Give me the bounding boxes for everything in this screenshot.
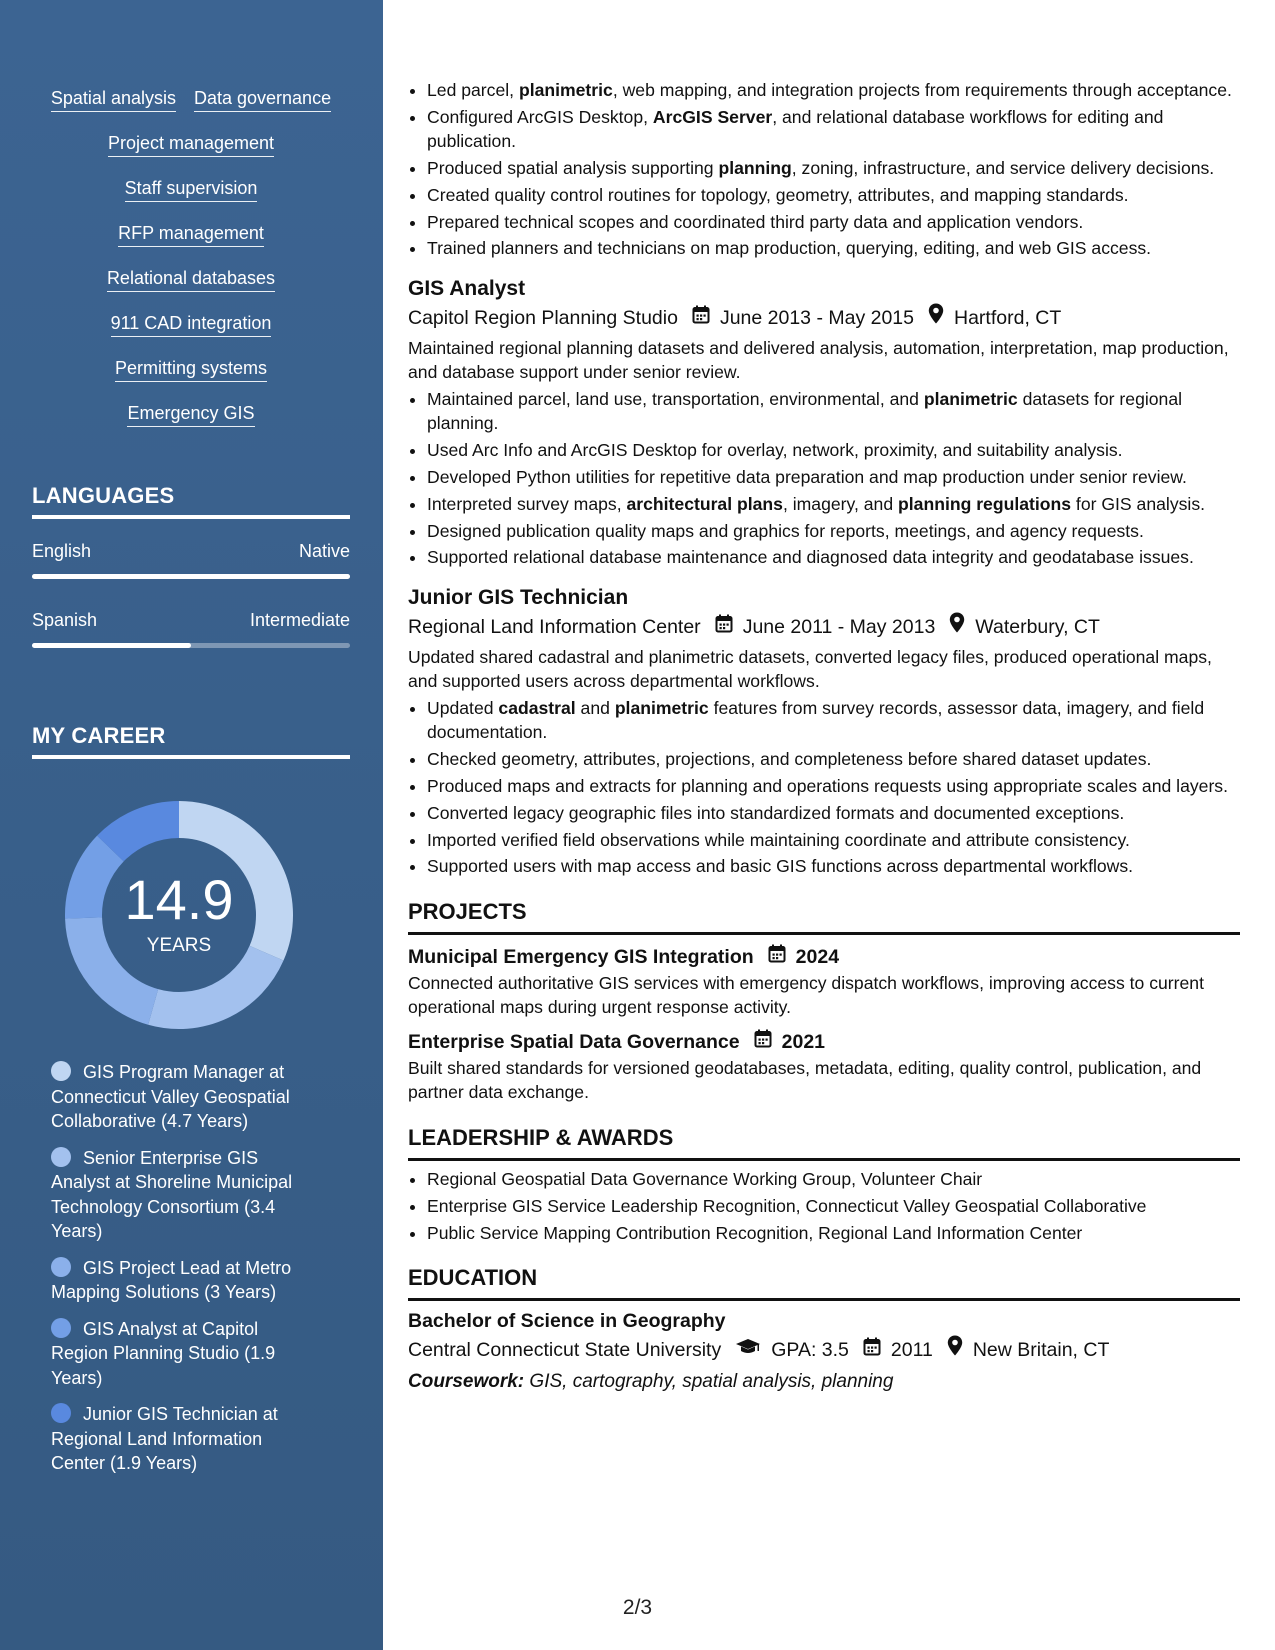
text-run: Supported users with map access and basic GIS functions across departmental workflows. — [427, 856, 1134, 877]
award-item: • Public Service Mapping Contribution Recognition, Regional Land Information Center — [427, 1221, 1240, 1246]
bold-keyword: ArcGIS Server — [652, 106, 773, 127]
project-title: Municipal Emergency GIS Integration — [408, 945, 754, 968]
company-name: Regional Land Information Center — [408, 615, 701, 638]
career-item — [51, 1256, 311, 1305]
project-title: Enterprise Spatial Data Governance — [408, 1030, 740, 1053]
text-run: Used Arc Info and ArcGIS Desktop for overlay, network, proximity, and suitability analysis. — [427, 440, 1123, 461]
company-name: Capitol Region Planning Studio — [408, 306, 678, 329]
skill-tag[interactable]: Permitting systems — [115, 356, 267, 382]
text-run: Created quality control routines for topology, geometry, attributes, and mapping standards. — [427, 184, 1129, 205]
career-color-dot — [51, 1061, 71, 1081]
text-run: Prepared technical scopes and coordinated third party data and application vendors. — [427, 211, 1084, 232]
bullet-item — [427, 774, 1240, 799]
job-bullets — [408, 696, 1240, 879]
coursework-label: Coursework: — [408, 1371, 525, 1393]
bullet-item — [427, 183, 1240, 208]
leadership-heading: LEADERSHIP & AWARDS — [408, 1123, 1240, 1161]
text-run: Interpreted survey maps, — [427, 493, 627, 514]
career-text: GIS Program Manager at Connecticut Valley Geospatial Collaborative (4.7 Years) — [51, 1062, 290, 1131]
bullet-item — [427, 747, 1240, 772]
text-run: Converted legacy geographic files into standardized formats and documented exceptions. — [427, 802, 1125, 823]
bold-keyword: architectural plans — [626, 493, 783, 514]
calendar-icon — [692, 303, 710, 333]
job-location: Hartford, CT — [954, 306, 1062, 329]
bullet-item — [427, 828, 1240, 853]
skill-tag[interactable]: Spatial analysis — [51, 86, 176, 112]
text-run: Produced maps and extracts for planning and operations requests using appropriate scales and layers. — [427, 776, 1228, 797]
career-legend — [51, 1060, 311, 1488]
map-pin-icon — [947, 1335, 963, 1365]
career-donut-segment-3 — [84, 918, 154, 1007]
career-text: Senior Enterprise GIS Analyst at Shoreline Municipal Technology Consortium (3.4 Years) — [51, 1147, 293, 1241]
school-name: Central Connecticut State University — [408, 1339, 722, 1362]
bullet-item — [427, 545, 1240, 570]
project-year: 2024 — [795, 945, 840, 968]
job-entry — [408, 584, 1240, 879]
bullet-item — [427, 696, 1240, 745]
experience-list — [408, 275, 1240, 879]
job-location: Waterbury, CT — [975, 615, 1100, 638]
text-run: , and relational database workflows for editing and publication. — [427, 106, 1164, 152]
bullet-item — [427, 854, 1240, 879]
text-run: Checked geometry, attributes, projections, and completeness before shared dataset updates. — [427, 749, 1152, 770]
project-title-row — [408, 943, 1240, 971]
text-run: , imagery, and — [782, 493, 899, 514]
skill-row — [32, 356, 350, 401]
bullet-item — [427, 210, 1240, 235]
career-item — [51, 1317, 311, 1391]
project-description: Connected authoritative GIS services with emergency dispatch workflows, improving access to current operational maps during urgent response activity. — [408, 972, 1204, 1018]
calendar-icon — [768, 943, 786, 971]
award-item: • Enterprise GIS Service Leadership Recognition, Connecticut Valley Geospatial Collaborative — [427, 1194, 1240, 1219]
career-total-unit: YEARS — [146, 935, 212, 956]
text-run: Led parcel, — [427, 80, 519, 100]
skill-row — [32, 401, 350, 446]
skill-tag[interactable]: Data governance — [194, 86, 331, 112]
language-item — [32, 541, 350, 579]
career-color-dot — [51, 1147, 71, 1167]
language-item — [32, 610, 350, 648]
calendar-icon — [754, 1028, 772, 1056]
text-run: Updated — [427, 697, 499, 718]
education-entry — [408, 1307, 1240, 1396]
graduation-year: 2011 — [890, 1339, 933, 1362]
bullet-item — [427, 492, 1240, 517]
career-color-dot — [51, 1403, 71, 1423]
language-level-bar — [32, 574, 350, 579]
bold-keyword: planimetric — [518, 80, 613, 100]
text-run: , zoning, infrastructure, and service delivery decisions. — [791, 158, 1215, 179]
bold-keyword: cadastral — [498, 697, 576, 718]
career-text: GIS Analyst at Capitol Region Planning Studio (1.9 Years) — [51, 1318, 276, 1388]
language-name: Spanish — [32, 610, 98, 630]
bold-keyword: planning — [718, 158, 792, 179]
bullet-item — [427, 105, 1240, 154]
career-donut-segment-5 — [110, 820, 179, 849]
project-year: 2021 — [781, 1030, 826, 1053]
job-bullets — [408, 78, 1240, 261]
skills-list — [32, 86, 350, 446]
job-meta — [408, 303, 1240, 333]
language-level-fill — [32, 574, 350, 579]
project-description: Built shared standards for versioned geodatabases, metadata, editing, quality control, publication, and partner data exchange. — [408, 1057, 1202, 1103]
bullet-item — [427, 519, 1240, 544]
skill-tag[interactable]: 911 CAD integration — [111, 311, 272, 337]
text-run: Developed Python utilities for repetitive data preparation and map production under senior review. — [427, 467, 1187, 488]
map-pin-icon — [949, 612, 965, 642]
job-entry — [408, 275, 1240, 570]
bold-keyword: planimetric — [614, 697, 709, 718]
career-text: GIS Project Lead at Metro Mapping Solutions (3 Years) — [51, 1257, 292, 1302]
main-content — [408, 78, 1240, 1396]
bullet-item — [427, 465, 1240, 490]
sidebar — [0, 0, 383, 1650]
skill-row — [32, 266, 350, 311]
career-color-dot — [51, 1257, 71, 1277]
language-row — [32, 541, 350, 562]
bullet-item — [427, 156, 1240, 181]
career-heading: MY CAREER — [32, 723, 350, 759]
skill-row — [32, 311, 350, 356]
language-level: Native — [298, 541, 350, 561]
skill-tag[interactable]: Emergency GIS — [127, 401, 254, 427]
bold-keyword: planning regulations — [898, 493, 1072, 514]
skill-row — [32, 86, 350, 131]
gpa: GPA: 3.5 — [771, 1339, 849, 1362]
text-run: datasets for regional planning. — [427, 388, 1183, 434]
award-item: • Regional Geospatial Data Governance Working Group, Volunteer Chair — [427, 1167, 1240, 1192]
bullet-item — [427, 438, 1240, 463]
skill-tag[interactable]: Staff supervision — [125, 176, 258, 202]
text-run: and — [575, 697, 615, 718]
bullet-item — [427, 387, 1240, 436]
project-entry — [408, 943, 1240, 1020]
language-level-fill — [32, 643, 191, 648]
projects-heading: PROJECTS — [408, 897, 1240, 935]
education-heading: EDUCATION — [408, 1263, 1240, 1301]
skill-tag[interactable]: RFP management — [118, 221, 264, 247]
graduation-cap-icon — [735, 1335, 761, 1365]
text-run: Designed publication quality maps and graphics for reports, meetings, and agency requests. — [427, 520, 1144, 541]
bullet-item — [427, 236, 1240, 261]
projects-list — [408, 943, 1240, 1105]
school-location: New Britain, CT — [972, 1339, 1110, 1362]
language-row — [32, 610, 350, 631]
page-number: 2/3 — [622, 1596, 653, 1619]
text-run: Configured ArcGIS Desktop, — [427, 106, 653, 127]
skill-row — [32, 221, 350, 266]
language-level: Intermediate — [249, 610, 350, 630]
bold-keyword: planimetric — [923, 388, 1018, 409]
languages-heading: LANGUAGES — [32, 483, 350, 519]
text-run: features from survey records, assessor data, imagery, and field documentation. — [427, 697, 1205, 743]
map-pin-icon — [928, 303, 944, 333]
degree-title: Bachelor of Science in Geography — [408, 1310, 726, 1333]
text-run: Supported relational database maintenance and diagnosed data integrity and geodatabase issues. — [427, 547, 1194, 568]
skill-row — [32, 176, 350, 221]
bullet-item — [427, 78, 1240, 103]
skill-tag[interactable]: Project management — [108, 131, 274, 157]
job-title: GIS Analyst — [408, 276, 526, 300]
text-run: , web mapping, and integration projects from requirements through acceptance. — [612, 80, 1232, 100]
language-name: English — [32, 541, 92, 561]
language-level-bar — [32, 643, 350, 648]
job-dates: June 2011 - May 2013 — [742, 615, 936, 638]
text-run: Trained planners and technicians on map production, querying, editing, and web GIS access. — [427, 238, 1152, 259]
career-text: Junior GIS Technician at Regional Land Information Center (1.9 Years) — [51, 1404, 278, 1473]
career-item — [51, 1402, 311, 1476]
career-total-years: 14.9 — [124, 868, 234, 931]
job-summary: Maintained regional planning datasets and delivered analysis, automation, interpretation, map production, and database support under senior review. — [408, 337, 1229, 383]
bullet-item — [427, 801, 1240, 826]
skill-row — [32, 131, 350, 176]
calendar-icon — [863, 1335, 881, 1365]
career-item — [51, 1146, 311, 1244]
career-donut-segment-2 — [153, 953, 266, 1010]
career-color-dot — [51, 1318, 71, 1338]
text-run: Produced spatial analysis supporting — [427, 158, 719, 179]
education-meta — [408, 1335, 1240, 1365]
text-run: for GIS analysis. — [1071, 493, 1206, 514]
career-item — [51, 1060, 311, 1134]
text-run: Imported verified field observations while maintaining coordinate and attribute consistency. — [427, 829, 1130, 850]
coursework-text: GIS, cartography, spatial analysis, planning — [529, 1371, 894, 1393]
project-title-row — [408, 1028, 1240, 1056]
project-entry — [408, 1028, 1240, 1105]
leadership-list — [408, 1167, 1240, 1245]
job-title: Junior GIS Technician — [408, 585, 629, 609]
job-summary: Updated shared cadastral and planimetric datasets, converted legacy files, produced operational maps, and supported users across departmental workflows. — [408, 646, 1212, 692]
job-bullets — [408, 387, 1240, 570]
job-dates: June 2013 - May 2015 — [719, 306, 914, 329]
job-meta — [408, 612, 1240, 642]
skill-tag[interactable]: Relational databases — [107, 266, 275, 292]
text-run: Maintained parcel, land use, transportation, environmental, and — [427, 388, 924, 409]
coursework — [408, 1368, 1240, 1396]
calendar-icon — [715, 612, 733, 642]
